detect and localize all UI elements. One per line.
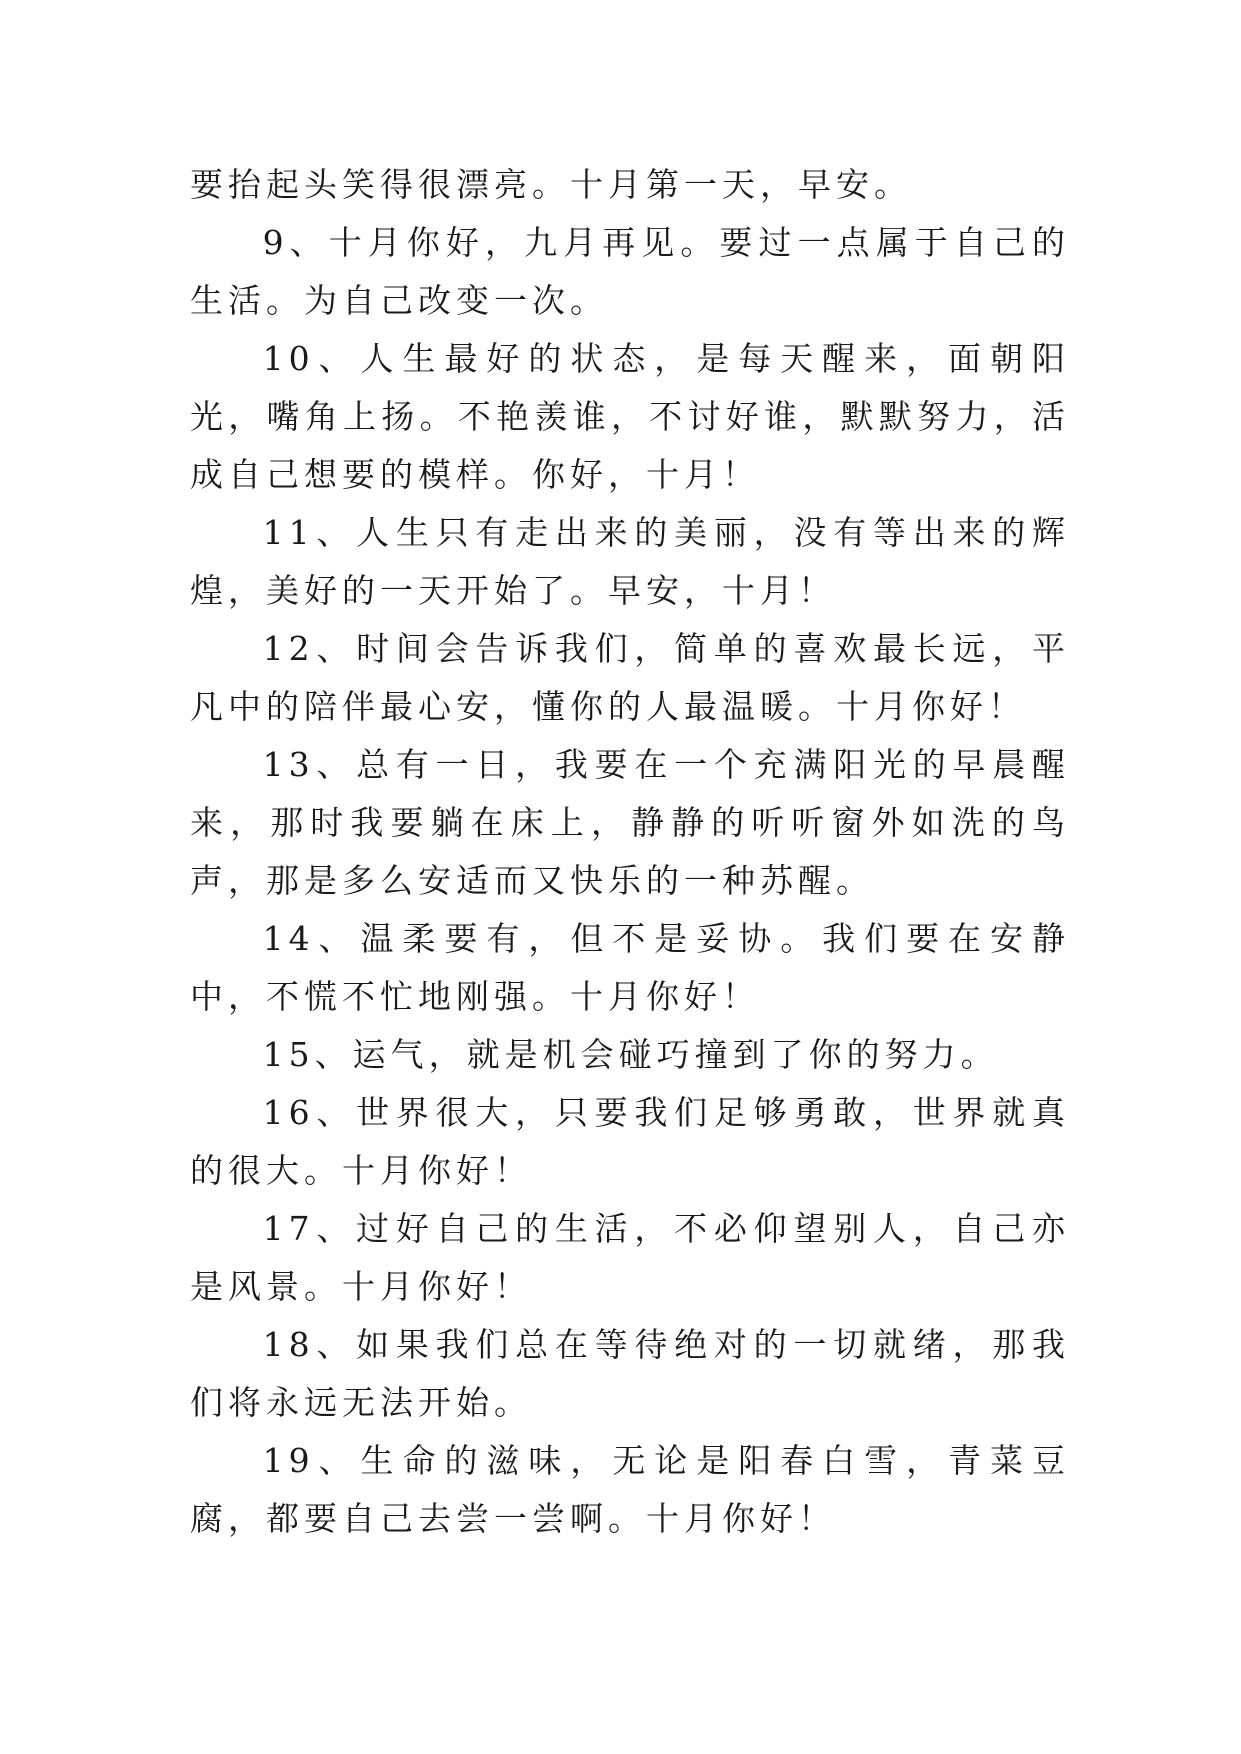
paragraph-11: 11、人生只有走出来的美丽，没有等出来的辉煌，美好的一天开始了。早安，十月！ bbox=[190, 513, 1070, 610]
paragraph-14: 14、温柔要有，但不是妥协。我们要在安静中，不慌不忙地刚强。十月你好！ bbox=[190, 919, 1070, 1016]
document-body bbox=[190, 156, 1070, 1548]
paragraph-12: 12、时间会告诉我们，简单的喜欢最长远，平凡中的陪伴最心安，懂你的人最温暖。十月你好！ bbox=[190, 629, 1070, 726]
paragraph-13: 13、总有一日，我要在一个充满阳光的早晨醒来，那时我要躺在床上，静静的听听窗外如洗的鸟声，那是多么安适而又快乐的一种苏醒。 bbox=[190, 745, 1070, 900]
paragraph-9: 9、十月你好，九月再见。要过一点属于自己的生活。为自己改变一次。 bbox=[190, 223, 1070, 320]
paragraph-19: 19、生命的滋味，无论是阳春白雪，青菜豆腐，都要自己去尝一尝啊。十月你好！ bbox=[190, 1441, 1070, 1538]
paragraph-15: 15、运气，就是机会碰巧撞到了你的努力。 bbox=[262, 1035, 999, 1074]
paragraph-17: 17、过好自己的生活，不必仰望别人，自己亦是风景。十月你好！ bbox=[190, 1209, 1070, 1306]
paragraph-continuation: 要抬起头笑得很漂亮。十月第一天，早安。 bbox=[190, 165, 912, 204]
paragraph-10: 10、人生最好的状态，是每天醒来，面朝阳光，嘴角上扬。不艳羡谁，不讨好谁，默默努力，活成自己想要的模样。你好，十月！ bbox=[190, 339, 1070, 494]
paragraph-16: 16、世界很大，只要我们足够勇敢，世界就真的很大。十月你好！ bbox=[190, 1093, 1070, 1190]
paragraph-18: 18、如果我们总在等待绝对的一切就绪，那我们将永远无法开始。 bbox=[190, 1325, 1070, 1422]
